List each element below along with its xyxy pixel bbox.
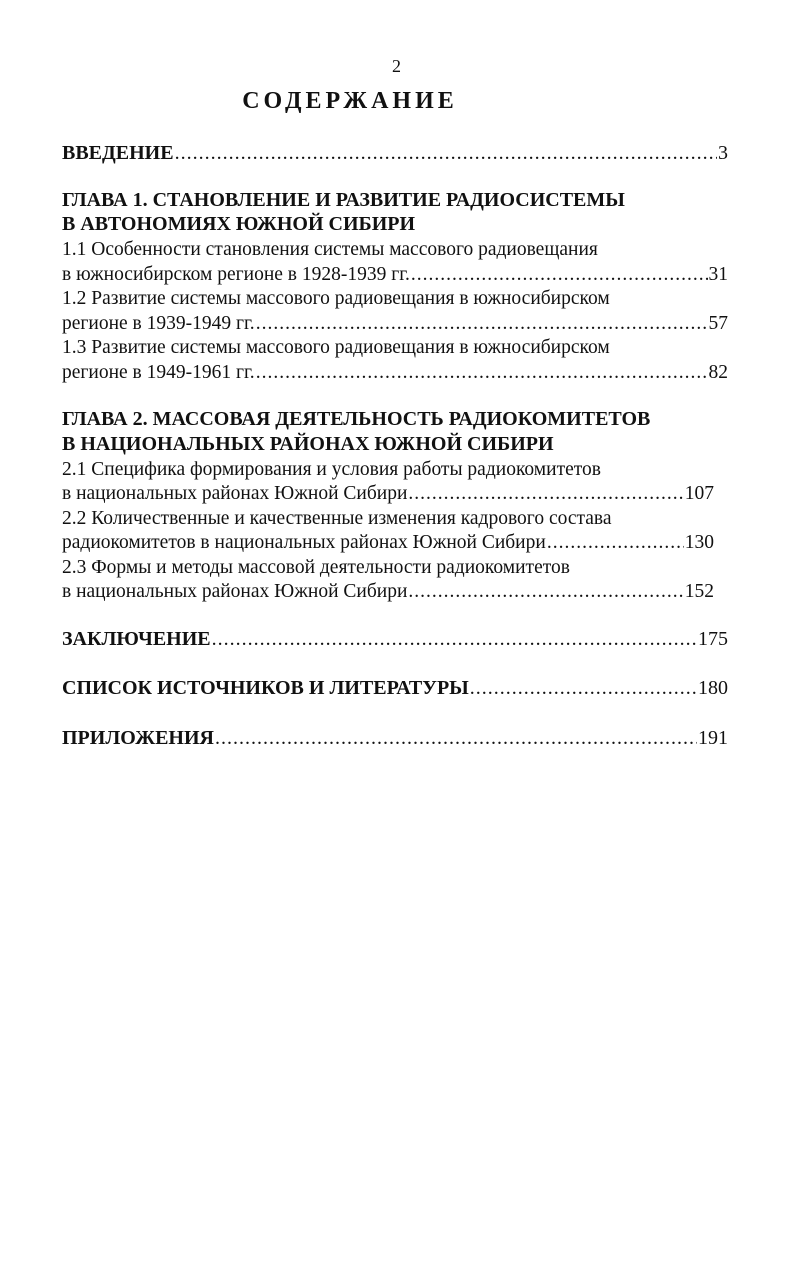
leader-dots [470, 676, 697, 701]
toc-page-number: 57 [708, 313, 728, 334]
toc-entry-sources[interactable] [62, 676, 728, 701]
leader-dots [408, 579, 683, 604]
toc-page-number: 180 [698, 677, 728, 699]
toc-entry-conclusion[interactable] [62, 627, 728, 652]
toc-entry-label: ПРИЛОЖЕНИЯ [62, 727, 214, 749]
leader-dots [175, 141, 717, 166]
page-title: СОДЕРЖАНИЕ [242, 88, 458, 114]
leader-dots [256, 360, 708, 385]
toc-entry-label: ВВЕДЕНИЕ [62, 142, 174, 164]
toc-section-1-3-line-1[interactable]: 1.3 Развитие системы массового радиовещания в южносибирском [62, 337, 610, 358]
toc-section-1-1-line-1[interactable]: 1.1 Особенности становления системы массового радиовещания [62, 239, 598, 260]
chapter-2-title-line-2[interactable]: В НАЦИОНАЛЬНЫХ РАЙОНАХ ЮЖНОЙ СИБИРИ [62, 433, 554, 455]
chapter-1-title-line-2[interactable]: В АВТОНОМИЯХ ЮЖНОЙ СИБИРИ [62, 213, 416, 235]
toc-section-2-1-line-1[interactable]: 2.1 Специфика формирования и условия работы радиокомитетов [62, 459, 601, 480]
toc-section-1-1-line-2[interactable]: в южносибирском регионе в 1928-1939 гг. ..... 31 [62, 262, 728, 287]
toc-section-2-3-line-1[interactable]: 2.3 Формы и методы массовой деятельности радиокомитетов [62, 557, 570, 578]
toc-section-1-2-line-2[interactable]: регионе в 1939-1949 гг. ..... 57 [62, 311, 728, 336]
leader-dots [547, 530, 684, 555]
toc-page-number: 107 [684, 483, 714, 504]
page-number: 2 [392, 56, 401, 76]
toc-entry-intro[interactable] [62, 141, 728, 166]
leader-dots [411, 262, 708, 287]
toc-section-2-2-line-1[interactable]: 2.2 Количественные и качественные изменения кадрового состава [62, 508, 612, 529]
leader-dots [408, 481, 683, 506]
chapter-1-title-line-1[interactable]: ГЛАВА 1. СТАНОВЛЕНИЕ И РАЗВИТИЕ РАДИОСИСТЕМЫ [62, 189, 625, 211]
toc-entry-label: СПИСОК ИСТОЧНИКОВ И ЛИТЕРАТУРЫ [62, 677, 469, 699]
toc-page-number: 130 [684, 532, 714, 553]
toc-page-number: 152 [684, 581, 714, 602]
toc-section-2-2-line-2[interactable]: радиокомитетов в национальных районах Южной Сибири ..... 130 [62, 530, 714, 555]
toc-entry-label: ЗАКЛЮЧЕНИЕ [62, 628, 211, 650]
toc-page-number: 31 [708, 264, 728, 285]
toc-section-2-1-line-2[interactable]: в национальных районах Южной Сибири ..... 107 [62, 481, 714, 506]
leader-dots [256, 311, 708, 336]
toc-section-1-3-line-2[interactable]: регионе в 1949-1961 гг. ..... 82 [62, 360, 728, 385]
toc-page-number: 175 [698, 628, 728, 650]
toc-page-number: 82 [708, 362, 728, 383]
leader-dots [212, 627, 697, 652]
toc-page-number: 3 [718, 142, 728, 164]
toc-section-2-3-line-2[interactable]: в национальных районах Южной Сибири ..... 152 [62, 579, 714, 604]
chapter-2-title-line-1[interactable]: ГЛАВА 2. МАССОВАЯ ДЕЯТЕЛЬНОСТЬ РАДИОКОМИТЕТОВ [62, 408, 651, 430]
leader-dots [215, 726, 697, 751]
toc-entry-appendix[interactable] [62, 726, 728, 751]
toc-section-1-2-line-1[interactable]: 1.2 Развитие системы массового радиовещания в южносибирском [62, 288, 610, 309]
toc-page-number: 191 [698, 727, 728, 749]
